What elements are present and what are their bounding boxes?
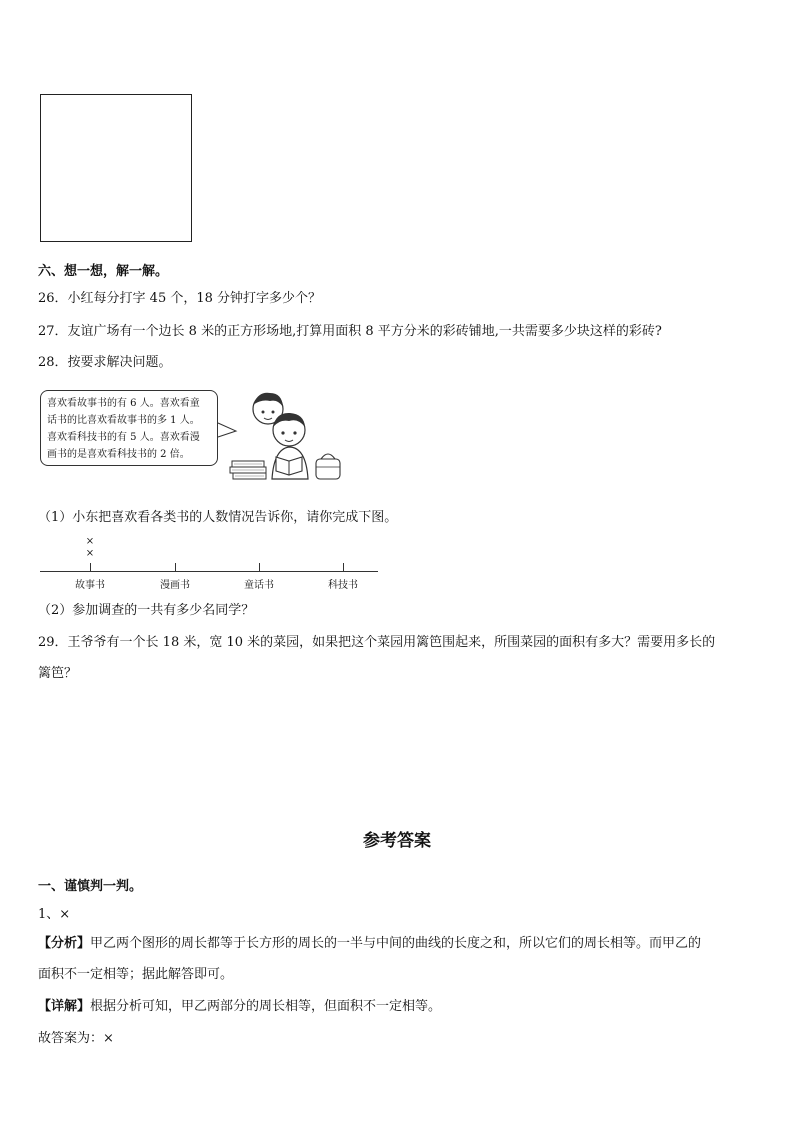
analysis-line-2: 面积不一定相等；据此解答即可。 <box>38 967 234 982</box>
bubble-line: 话书的比喜欢看故事书的多 1 人。 <box>47 415 200 426</box>
analysis-line-1 <box>38 935 701 953</box>
analysis-text: 甲乙两个图形的周长都等于长方形的周长的一半与中间的曲线的长度之和，所以它们的周长相等。而甲乙的 <box>90 936 702 951</box>
square-figure <box>40 94 192 242</box>
final-answer: 故答案为：× <box>38 1031 114 1046</box>
detail-text: 根据分析可知，甲乙两部分的周长相等，但面积不一定相等。 <box>90 999 442 1014</box>
bubble-line: 喜欢看科技书的有 5 人。喜欢看漫 <box>47 432 200 443</box>
chart-tick-label: 童话书 <box>244 580 274 591</box>
answer-1: 1、× <box>38 907 71 922</box>
analysis-tag: 【分析】 <box>38 936 91 951</box>
answer-section-heading: 一、谨慎判一判。 <box>38 879 143 894</box>
chart-axis <box>40 571 378 572</box>
detail-tag: 【详解】 <box>38 999 91 1014</box>
chart-tick-label: 漫画书 <box>160 580 190 591</box>
question-29-line-1: 29．王爷爷有一个长 18 米，宽 10 米的菜园，如果把这个菜园用篱笆围起来，所围菜园的面积有多大？需要用多长的 <box>38 635 716 650</box>
question-28-part-1: （1）小东把喜欢看各类书的人数情况告诉你，请你完成下图。 <box>38 510 398 525</box>
answer-title: 参考答案 <box>363 831 431 851</box>
detail-line <box>38 998 441 1016</box>
bubble-line: 画书的是喜欢看科技书的 2 倍。 <box>47 449 190 460</box>
children-reading-illustration <box>212 385 352 485</box>
question-29-line-2: 篱笆？ <box>38 666 78 681</box>
bubble-line: 喜欢看故事书的有 6 人。喜欢看童 <box>47 398 200 409</box>
chart-tick-label: 科技书 <box>328 580 358 591</box>
chart-tick <box>259 563 260 571</box>
tally-mark: × <box>85 548 95 559</box>
question-28: 28．按要求解决问题。 <box>38 355 172 370</box>
chart-tick-label: 故事书 <box>75 580 105 591</box>
chart-tick <box>90 563 91 571</box>
question-28-part-2: （2）参加调查的一共有多少名同学？ <box>38 603 255 618</box>
question-27: 27．友谊广场有一个边长 8 米的正方形场地,打算用面积 8 平方分米的彩砖铺地,一共需要多少块这样的彩砖? <box>38 324 662 339</box>
speech-bubble <box>40 390 218 466</box>
tally-mark: × <box>85 536 95 547</box>
chart-tick <box>175 563 176 571</box>
chart-tick <box>343 563 344 571</box>
section-heading: 六、想一想，解一解。 <box>38 264 169 279</box>
question-26: 26．小红每分打字 45 个，18 分钟打字多少个？ <box>38 291 322 306</box>
